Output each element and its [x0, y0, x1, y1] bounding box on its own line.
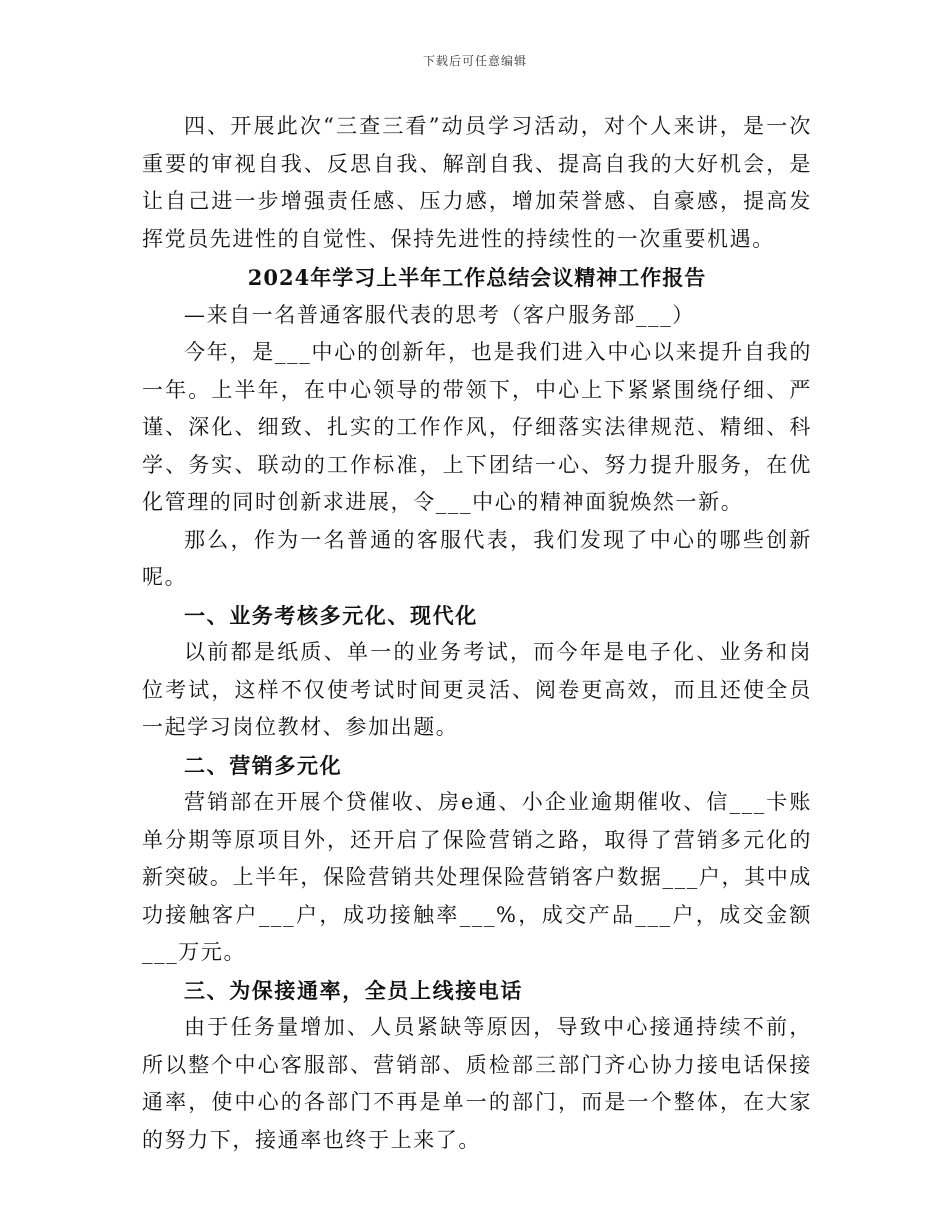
paragraph-2: 那么，作为一名普通的客服代表，我们发现了中心的哪些创新呢。 [142, 527, 812, 589]
document-body [142, 108, 812, 1159]
document-title: 2024年学习上半年工作总结会议精神工作报告 [247, 265, 707, 290]
section-body-2: 营销部在开展个贷催收、房e通、小企业逾期催收、信___卡账单分期等原项目外，还开启了保险营销之路，取得了营销多元化的新突破。上半年，保险营销共处理保险营销客户数据___户，其中成功接触客户___户，成功接触率___%，成交产品___户，成交金额___万元。 [142, 790, 812, 964]
section-body-1: 以前都是纸质、单一的业务考试，而今年是电子化、业务和岗位考试，这样不仅使考试时间更灵活、阅卷更高效，而且还使全员一起学习岗位教材、参加出题。 [142, 640, 812, 739]
page-header: 下载后可任意编辑 [422, 54, 527, 68]
subtitle: —来自一名普通客服代表的思考（客户服务部___） [184, 302, 695, 327]
paragraph-1: 今年，是___中心的创新年，也是我们进入中心以来提升自我的一年。上半年，在中心领导的带领下，中心上下紧紧围绕仔细、严谨、深化、细致、扎实的工作作风，仔细落实法律规范、精细、科学、务实、联动的工作标准，上下团结一心、努力提升服务，在优化管理的同时创新求进展，令___中心的精神面貌焕然一新。 [142, 340, 812, 514]
section-heading-3: 三、为保接通率，全员上线接电话 [184, 977, 523, 1003]
intro-paragraph: 四、开展此次“三查三看”动员学习活动，对个人来讲，是一次重要的审视自我、反思自我、解剖自我、提高自我的大好机会，是让自己进一步增强责任感、压力感，增加荣誉感、自豪感，提高发挥党员先进性的自觉性、保持先进性的持续性的一次重要机遇。 [142, 114, 812, 251]
section-heading-2: 二、营销多元化 [184, 752, 343, 778]
section-body-3: 由于任务量增加、人员紧缺等原因，导致中心接通持续不前，所以整个中心客服部、营销部、质检部三部门齐心协力接电话保接通率，使中心的各部门不再是单一的部门，而是一个整体，在大家的努力下，接通率也终于上来了。 [142, 1015, 812, 1152]
section-heading-1: 一、业务考核多元化、现代化 [184, 602, 478, 628]
